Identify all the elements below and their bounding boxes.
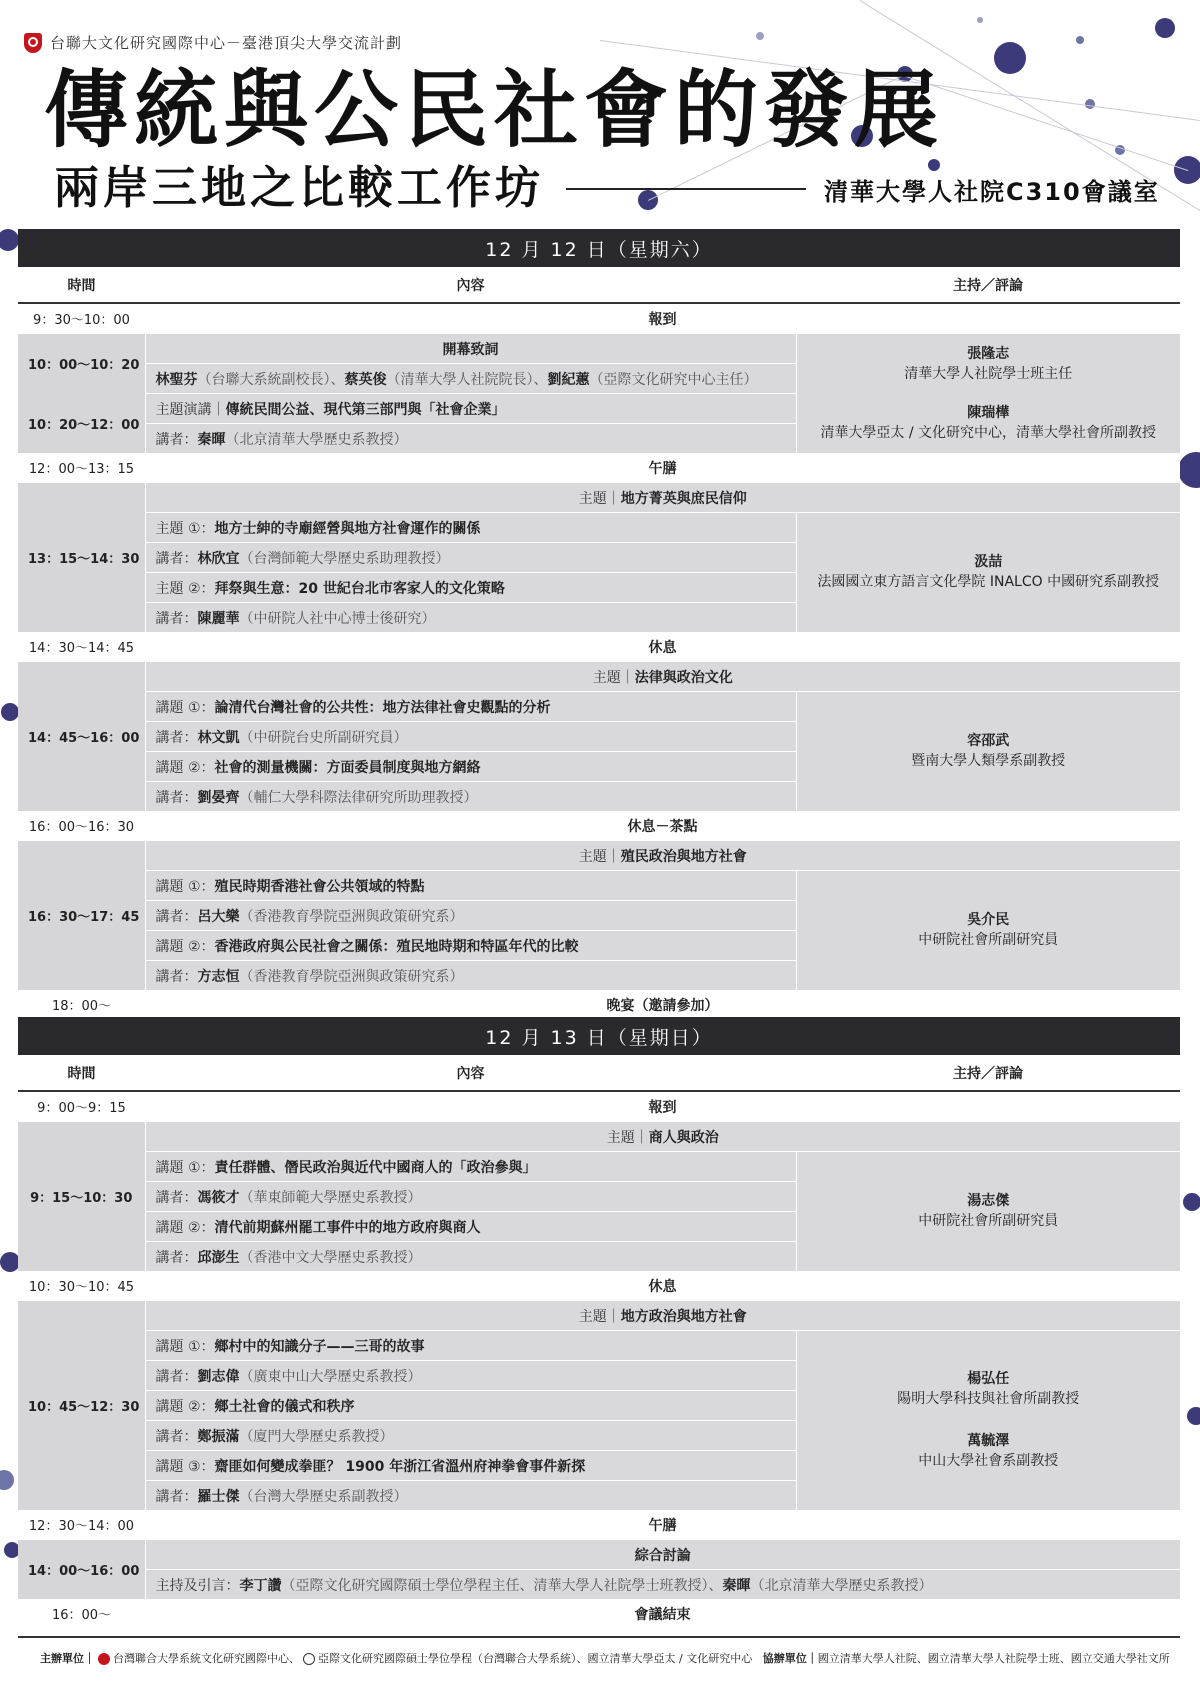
talk-topic [145, 692, 796, 722]
row-time: 9：15～10：30 [18, 1122, 145, 1272]
decorative-dot [1076, 36, 1084, 44]
table-row [18, 1599, 1180, 1628]
theme-role: 主題｜ [578, 490, 621, 507]
host-cell [796, 871, 1180, 991]
row-time: 9：30～10：00 [18, 303, 145, 334]
table-row [18, 483, 1180, 513]
day1-label: 12 月 12 日（星期六） [485, 238, 713, 261]
speaker-affiliation: （北京清華大學歷史系教授） [225, 431, 408, 448]
speaker-name: 劉紀蕙 [547, 371, 590, 388]
speaker-affiliation: （清華大學人社院院長）、 [386, 371, 548, 388]
speaker-role: 講者： [155, 431, 198, 448]
row-time: 14：00～16：00 [18, 1540, 145, 1600]
col-host: 主持／評論 [796, 1055, 1180, 1091]
speaker-role: 講者： [155, 1428, 198, 1445]
speaker-name: 秦暉 [197, 431, 226, 448]
topic-role: 講題 ②： [155, 1398, 215, 1415]
row-time: 16：00～16：30 [18, 811, 145, 841]
row-label: 報到 [145, 303, 1180, 334]
host-affiliation: 暨南大學人類學系副教授 [911, 753, 1066, 770]
organizer-label: 主辦單位｜ [40, 1652, 95, 1665]
table-row [18, 1091, 1180, 1122]
theme-role: 主題｜ [592, 669, 635, 686]
day2-label: 12 月 13 日（星期日） [485, 1026, 713, 1049]
topic-role: 講題 ②： [155, 938, 215, 955]
speaker-role: 講者： [155, 968, 198, 985]
row-time: 14：45～16：00 [18, 662, 145, 812]
talk-topic [145, 752, 796, 782]
discussion-title: 綜合討論 [145, 1540, 1180, 1570]
talk-speaker [145, 603, 796, 633]
speaker-name: 邱澎生 [197, 1249, 240, 1266]
table-row [18, 990, 1180, 1019]
row-time: 10：45～12：30 [18, 1301, 145, 1511]
speaker-name: 林欣宜 [197, 550, 240, 567]
talk-speaker [145, 543, 796, 573]
host-affiliation: 清華大學人社院學士班主任 [904, 365, 1073, 382]
speaker-role: 講者： [155, 908, 198, 925]
theme-role: 主題｜ [606, 1129, 649, 1146]
speaker-role: 講者： [155, 1488, 198, 1505]
decorative-dot [994, 42, 1026, 74]
speaker-affiliation: （華東師範大學歷史系教授） [239, 1189, 422, 1206]
speaker-name: 蔡英俊 [344, 371, 387, 388]
topic-role: 講題 ①： [155, 878, 215, 895]
host-name: 楊弘任 [967, 1371, 1010, 1388]
talk-topic [145, 513, 796, 543]
talk-speaker [145, 1361, 796, 1391]
theme-title: 法律與政治文化 [634, 669, 733, 686]
speaker-affiliation: （台灣大學歷史系副教授） [239, 1488, 408, 1505]
row-time: 10：00～10：20 [18, 334, 145, 394]
row-time: 9：00～9：15 [18, 1091, 145, 1122]
topic-role: 講題 ②： [155, 759, 215, 776]
speaker-affiliation: （輔仁大學科際法律研究所助理教授） [239, 789, 478, 806]
row-label: 會議結束 [145, 1599, 1180, 1628]
host-role: 主持及引言： [155, 1577, 240, 1594]
organizers: 台灣聯合大學系統文化研究國際中心、 [113, 1652, 300, 1665]
table-row [18, 662, 1180, 692]
talk-speaker [145, 1481, 796, 1511]
theme-role: 主題｜ [578, 848, 621, 865]
topic-title: 鄉村中的知識分子——三哥的故事 [214, 1338, 425, 1355]
col-time: 時間 [18, 267, 145, 303]
opening-title: 開幕致詞 [145, 334, 796, 364]
speaker-name: 劉志偉 [197, 1368, 240, 1385]
host-affiliation: 陽明大學科技與社會所副教授 [897, 1391, 1080, 1408]
talk-topic [145, 1212, 796, 1242]
row-label: 午膳 [145, 1510, 1180, 1540]
row-time: 10：20～12：00 [18, 394, 145, 454]
host-affiliation: 中研院社會所副研究員 [918, 932, 1059, 949]
row-label: 休息 [145, 632, 1180, 662]
table-row [18, 1301, 1180, 1331]
decorative-dot [1178, 452, 1200, 488]
row-label: 休息 [145, 1271, 1180, 1301]
decorative-dot [0, 229, 19, 251]
talk-topic [145, 871, 796, 901]
session-theme [145, 662, 1180, 692]
day2-bar [18, 1017, 1180, 1055]
table-row [18, 303, 1180, 334]
talk-topic [145, 1451, 796, 1481]
session-theme [145, 483, 1180, 513]
host-name: 李丁讚 [239, 1577, 282, 1594]
topic-title: 論清代台灣社會的公共性：地方法律社會史觀點的分析 [214, 699, 551, 716]
row-time: 16：00～ [18, 1599, 145, 1628]
topic-title: 殖民時期香港社會公共領域的特點 [214, 878, 425, 895]
host-affiliation: （北京清華大學歷史系教授） [750, 1577, 933, 1594]
host-cell [796, 692, 1180, 812]
topic-role: 主題 ②： [155, 580, 215, 597]
topic-role: 講題 ②： [155, 1219, 215, 1236]
ust-logo-icon [24, 33, 42, 53]
decorative-dot [0, 1252, 20, 1272]
footer [40, 1650, 1170, 1666]
table-row [18, 1331, 1180, 1361]
table-row [18, 1122, 1180, 1152]
table-row [18, 334, 1180, 364]
session-theme [145, 1301, 1180, 1331]
host-name: 吳介民 [967, 912, 1010, 929]
speaker-affiliation: （廣東中山大學歷史系教授） [239, 1368, 422, 1385]
opening-speakers [145, 364, 796, 394]
speaker-role: 講者： [155, 1368, 198, 1385]
topic-title: 鄉土社會的儀式和秩序 [214, 1398, 355, 1415]
page-title: 傳統與公民社會的發展 [44, 60, 945, 159]
keynote-topic [145, 394, 796, 424]
organizers-2: 亞際文化研究國際碩士學位學程（台灣聯合大學系統）、國立清華大學亞太 / 文化研究中心 [318, 1652, 753, 1665]
table-row [18, 1510, 1180, 1540]
talk-topic [145, 1331, 796, 1361]
speaker-affiliation: （台灣師範大學歷史系助理教授） [239, 550, 450, 567]
speaker-role: 講者： [155, 1189, 198, 1206]
topic-title: 社會的測量機關：方面委員制度與地方網絡 [214, 759, 481, 776]
speaker-name: 林文凱 [197, 729, 240, 746]
row-time: 13：15～14：30 [18, 483, 145, 633]
table-row [18, 871, 1180, 901]
table-row [18, 1570, 1180, 1600]
iacs-logo-icon [303, 1653, 315, 1665]
table-row [18, 1271, 1180, 1301]
co-organizers: 國立清華大學人社院、國立清華大學人社院學士班、國立交通大學社文所 [817, 1652, 1170, 1665]
speaker-name: 馮筱才 [197, 1189, 240, 1206]
topic-title: 齋匪如何變成拳匪？ 1900 年浙江省溫州府神拳會事件新探 [214, 1458, 586, 1475]
speaker-affiliation: （香港中文大學歷史系教授） [239, 1249, 422, 1266]
host-affiliation: 清華大學亞太 / 文化研究中心，清華大學社會所副教授 [820, 425, 1157, 442]
discussion-hosts [145, 1570, 1180, 1600]
row-time: 12：30～14：00 [18, 1510, 145, 1540]
speaker-role: 講者： [155, 1249, 198, 1266]
decorative-dot [1, 703, 19, 721]
host-affiliation: （亞際文化研究國際碩士學位學程主任、清華大學人社院學士班教授）、 [281, 1577, 723, 1594]
talk-speaker [145, 722, 796, 752]
speaker-role: 講者： [155, 729, 198, 746]
topic-title: 清代前期蘇州罷工事件中的地方政府與商人 [214, 1219, 481, 1236]
venue: 清華大學人社院C310會議室 [824, 178, 1160, 206]
header-row [18, 267, 1180, 303]
speaker-affiliation: （中研院台史所副研究員） [239, 729, 408, 746]
talk-topic [145, 1152, 796, 1182]
table-row [18, 1540, 1180, 1570]
row-time: 18：00～ [18, 990, 145, 1019]
row-time: 10：30～10：45 [18, 1271, 145, 1301]
host-cell [796, 394, 1180, 454]
talk-speaker [145, 961, 796, 991]
speaker-name: 羅士傑 [197, 1488, 240, 1505]
theme-title: 殖民政治與地方社會 [620, 848, 747, 865]
speaker-affiliation: （廈門大學歷史系教授） [239, 1428, 394, 1445]
speaker-name: 鄭振滿 [197, 1428, 240, 1445]
host-affiliation: 中山大學社會系副教授 [918, 1453, 1059, 1470]
row-time: 14：30～14：45 [18, 632, 145, 662]
speaker-name: 方志恒 [197, 968, 240, 985]
host-name: 容邵武 [967, 733, 1010, 750]
speaker-affiliation: （中研院人社中心博士後研究） [239, 610, 436, 627]
host-name: 湯志傑 [967, 1193, 1010, 1210]
decorative-dot [1187, 1407, 1200, 1425]
day1-bar [18, 229, 1180, 267]
speaker-affiliation: （香港教育學院亞洲與政策研究系） [239, 908, 464, 925]
footer-rule [18, 1636, 1180, 1638]
talk-speaker [145, 1242, 796, 1272]
table-row [18, 453, 1180, 483]
col-host: 主持／評論 [796, 267, 1180, 303]
talk-speaker [145, 1421, 796, 1451]
subtitle-rule [566, 188, 806, 190]
day2-schedule [18, 1055, 1180, 1628]
topic-role: 主題 ①： [155, 520, 215, 537]
theme-title: 地方政治與地方社會 [620, 1308, 747, 1325]
speaker-name: 林聖芬 [155, 371, 198, 388]
decorative-dot [928, 159, 940, 171]
page-subtitle: 兩岸三地之比較工作坊 [54, 161, 545, 214]
speaker-name: 陳麗華 [197, 610, 240, 627]
table-row [18, 692, 1180, 722]
speaker-affiliation: （台聯大系統副校長）、 [197, 371, 345, 388]
decorative-dot [756, 32, 764, 40]
org-line: 台聯大文化研究國際中心－臺港頂尖大學交流計劃 [50, 34, 403, 52]
topic-title: 責任群體、僭民政治與近代中國商人的「政治參與」 [214, 1159, 537, 1176]
topic-title: 地方士紳的寺廟經營與地方社會運作的關係 [214, 520, 481, 537]
speaker-affiliation: （亞際文化研究中心主任） [589, 371, 758, 388]
table-row [18, 632, 1180, 662]
speaker-affiliation: （香港教育學院亞洲與政策研究系） [239, 968, 464, 985]
talk-speaker [145, 782, 796, 812]
host-name: 汲喆 [974, 554, 1003, 571]
row-time: 16：30～17：45 [18, 841, 145, 991]
col-time: 時間 [18, 1055, 145, 1091]
host-name: 秦暉 [722, 1577, 751, 1594]
speaker-role: 講者： [155, 789, 198, 806]
table-row [18, 841, 1180, 871]
decorative-dot [1183, 1193, 1200, 1211]
topic-role: 講題 ①： [155, 1338, 215, 1355]
header-row [18, 1055, 1180, 1091]
topic-role: 講題 ③： [155, 1458, 215, 1475]
host-name: 萬毓澤 [967, 1433, 1010, 1450]
topic-title: 傳統民間公益、現代第三部門與「社會企業」 [225, 401, 506, 418]
topic-role: 講題 ①： [155, 699, 215, 716]
day1-schedule [18, 267, 1180, 1019]
keynote-speaker [145, 424, 796, 454]
decorative-dot [1155, 18, 1175, 38]
session-theme [145, 1122, 1180, 1152]
col-content: 內容 [145, 1055, 796, 1091]
speaker-role: 講者： [155, 550, 198, 567]
table-row [18, 811, 1180, 841]
host-cell [796, 1152, 1180, 1272]
host-affiliation: 中研院社會所副研究員 [918, 1213, 1059, 1230]
host-name: 陳瑞樺 [967, 405, 1010, 422]
talk-topic [145, 1391, 796, 1421]
topic-title: 香港政府與公民社會之關係：殖民地時期和特區年代的比較 [214, 938, 579, 955]
talk-speaker [145, 1182, 796, 1212]
col-content: 內容 [145, 267, 796, 303]
row-time: 12：00～13：15 [18, 453, 145, 483]
row-label: 午膳 [145, 453, 1180, 483]
topic-role: 主題演講｜ [155, 401, 226, 418]
decorative-dot [977, 17, 983, 23]
theme-title: 地方菁英與庶民信仰 [620, 490, 747, 507]
table-row [18, 1152, 1180, 1182]
talk-speaker [145, 901, 796, 931]
talk-topic [145, 573, 796, 603]
theme-role: 主題｜ [578, 1308, 621, 1325]
speaker-role: 講者： [155, 610, 198, 627]
host-affiliation: 法國國立東方語言文化學院 INALCO 中國研究系副教授 [817, 574, 1160, 591]
row-label: 報到 [145, 1091, 1180, 1122]
table-row [18, 394, 1180, 424]
table-row [18, 513, 1180, 543]
host-cell [796, 334, 1180, 394]
theme-title: 商人與政治 [648, 1129, 719, 1146]
host-cell [796, 1331, 1180, 1511]
org-header [24, 32, 402, 53]
host-cell [796, 513, 1180, 633]
talk-topic [145, 931, 796, 961]
decorative-dot [0, 1470, 14, 1490]
speaker-name: 劉晏齊 [197, 789, 240, 806]
row-label: 晚宴（邀請參加） [145, 990, 1180, 1019]
topic-role: 講題 ①： [155, 1159, 215, 1176]
speaker-name: 呂大樂 [197, 908, 240, 925]
host-name: 張隆志 [967, 345, 1010, 362]
topic-title: 拜祭與生意：20 世紀台北市客家人的文化策略 [214, 580, 505, 597]
session-theme [145, 841, 1180, 871]
ust-logo-icon [98, 1653, 110, 1665]
row-label: 休息－茶點 [145, 811, 1180, 841]
co-organizer-label: 協辦單位｜ [762, 1652, 818, 1665]
